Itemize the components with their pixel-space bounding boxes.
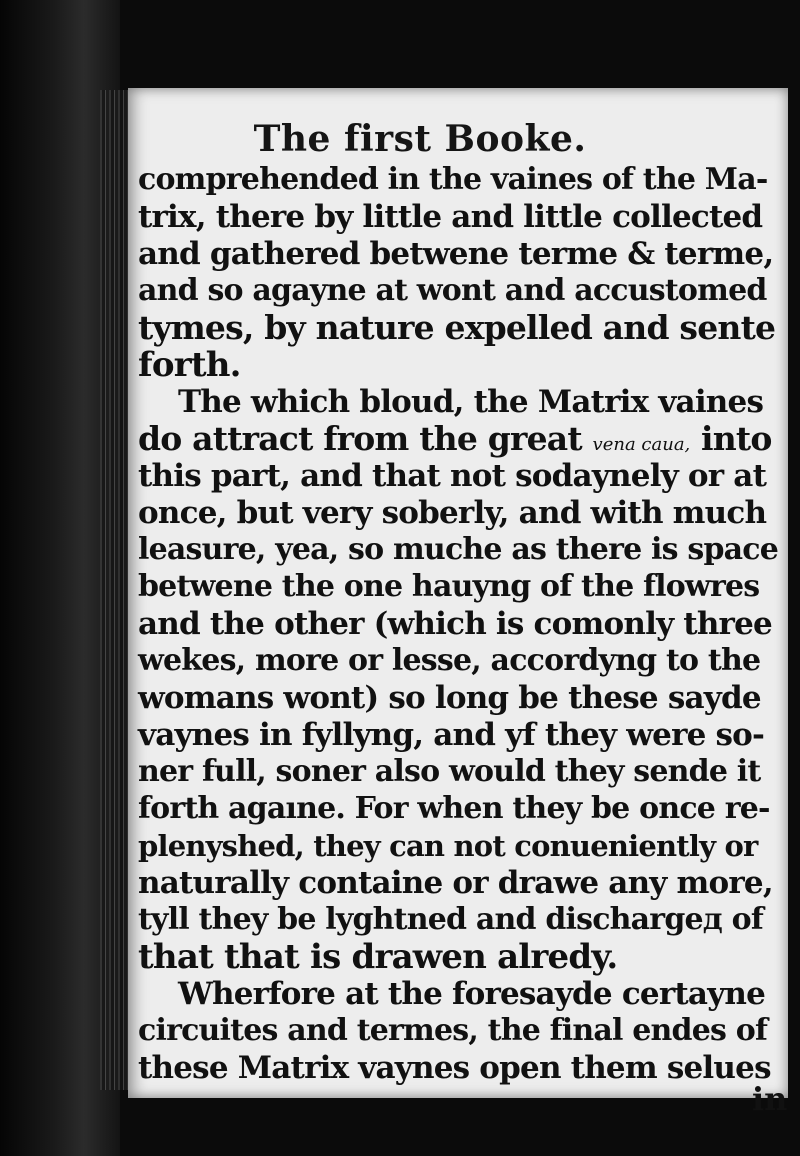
running-head: The first Booke. xyxy=(253,118,587,160)
text-line: ner full, soner also would they sende it xyxy=(138,754,761,789)
text-line: wekes, more or lesse, accordyng to the xyxy=(138,643,761,678)
text-line: this part, and that not sodaynely or at xyxy=(138,458,767,494)
text-line: tyll they be lyghtned and dischargeд of xyxy=(138,902,763,937)
text-line: naturally containe or drawe any more, xyxy=(138,865,773,901)
text-segment: do attract from the great xyxy=(138,419,582,458)
text-line: these Matrix vaynes open them selues xyxy=(138,1050,771,1086)
text-line: leasure, yea, so muche as there is space xyxy=(138,532,779,567)
text-line: Wherfore at the foresayde certayne xyxy=(178,976,766,1012)
text-segment: into xyxy=(700,419,772,458)
text-line: betwene the one hauyng of the flowres xyxy=(138,569,760,604)
text-line: womans wont) so long be these sayde xyxy=(138,680,761,716)
text-line: comprehended in the vaines of the Ma- xyxy=(138,162,768,197)
text-line: tymes, by nature expelled and sente xyxy=(138,308,776,347)
text-line: and so agayne at wont and accustomed xyxy=(138,273,767,308)
text-line: plenyshed, they can not conueniently or xyxy=(138,829,758,863)
text-line: vaynes in fyllyng, and yf they were so- xyxy=(138,717,765,753)
catchword: in xyxy=(752,1080,788,1118)
text-line: forth. xyxy=(138,345,241,385)
text-line: that that is drawen alredy. xyxy=(138,937,618,977)
text-line: and the other (which is comonly three xyxy=(138,606,772,642)
text-line: circuites and termes, the final endes of xyxy=(138,1013,768,1048)
text-line: forth agaıne. For when they be once re- xyxy=(138,791,770,826)
text-line: once, but very soberly, and with much xyxy=(138,495,767,531)
text-line: The which bloud, the Matrix vaines xyxy=(178,384,764,420)
text-line: trix, there by little and little collected xyxy=(138,199,763,235)
text-line: and gathered betwene terme & terme, xyxy=(138,236,774,272)
latin-gloss: vena caua, xyxy=(592,434,691,455)
